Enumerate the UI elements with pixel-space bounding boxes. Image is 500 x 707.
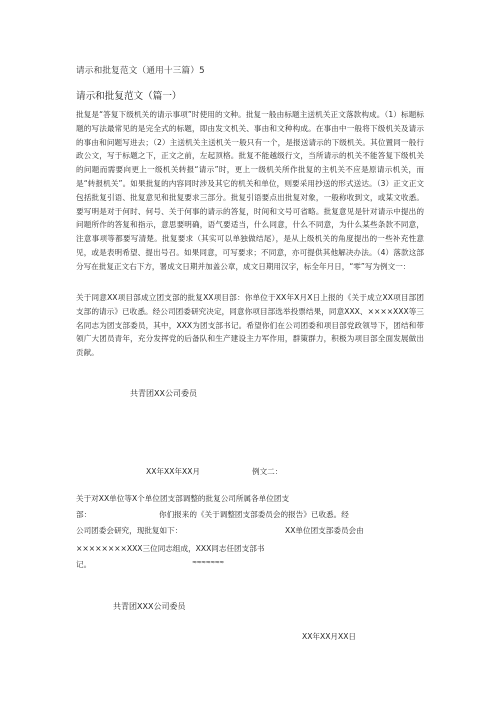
example-two-line-5b: ≈≈≈≈≈≈≈	[192, 559, 224, 566]
example-two-line-4: ××××××××XXX三位同志组成，XXX同志任团支部书	[76, 544, 265, 553]
signature-organization-2: 共青团XXX公司委员	[113, 602, 186, 611]
example-two-line-5a: 记。	[76, 560, 92, 569]
document-title: 请示和批复范文（通用十三篇）5	[76, 66, 205, 76]
example-two-line-2b: 你们报来的《关于调整团支部委员会的报告》已收悉。经	[159, 510, 349, 519]
signature-date-2: XX年XX月XX日	[302, 632, 356, 641]
body-paragraph-reply-format: 批复是“答复下级机关的请示事项”时使用的文种。批复一般由标题主送机关正文落款构成。（1）标题标题的写法最常见的是完全式的标题，即由发文机关、事由和文种构成。在事由中一般将下级机关及请示的事由和问题写进去；（2）主送机关主送机关一般只有一个，是报送请示的下级机关。其位置同一般行政公文，写于标题之下，正文之前，左起顶格。批复不能越级行文，当所请示的机关不能答复下级机关的问题而需要向更上一级机关转报“请示”时，更上一级机关所作批复的主机关不应是原请示机关，而是“转报机关”。如果批复的内容同时涉及其它的机关和单位，则要采用抄送的形式送达。（3）正文正文包括批复引语、批复意见和批复要求三部分。批复引语要点出批复对象，一般称收到文，或某文收悉。要写明是对于何时、何号、关于何事的请示的答复，时间和文号可省略。批复意见是针对请示中提出的问题所作的答复和指示，意思要明确，语气要适当，什么同意，什么不同意，为什么某些条款不同意，注意事项等都要写清楚。批复要求（其实可以单独做结尾），是从上级机关的角度提出的一些补充性意见，或是表明希望、提出号召。如果同意，可写要求；不同意，亦可提供其他解决办法。（4）落款这部分写在批复正文右下方，署成文日期并加盖公章，成文日期用汉字，标全年月日，“零”写为例文一：	[76, 110, 424, 271]
section-heading: 请示和批复范文（篇一）	[76, 91, 182, 102]
signature-date-1: XX年XX年XX月	[146, 467, 200, 476]
example-two-line-1: 关于对XX单位等X个单位团支部调整的批复公司所属各单位团支	[76, 494, 290, 503]
example-two-label: 例文二：	[252, 467, 283, 476]
signature-organization-1: 共青团XX公司委员	[130, 389, 197, 398]
example-two-line-3b: XX单位团支部委员会由	[285, 526, 364, 535]
body-paragraph-example-one: 关于同意XX项目部成立团支部的批复XX项目部：你单位于XX年X月X日上报的《关于成立XX项目部团支部的请示》已收悉。经公司团委研究决定，同意你项目部选举投票结果，同意XXX、××××XXX等三名同志为团支部委员，其中，XXX为团支部书记。希望你们在公司团委和项目部党政领导下，团结和带领广大团员青年，充分发挥党的后备队和生产建设主力军作用，群策群力，积极为项目部全面发展做出贡献。	[76, 293, 424, 358]
example-two-line-3a: 公司团委会研究，现批复如下：	[76, 526, 183, 535]
example-two-line-2a: 部：	[76, 510, 92, 519]
